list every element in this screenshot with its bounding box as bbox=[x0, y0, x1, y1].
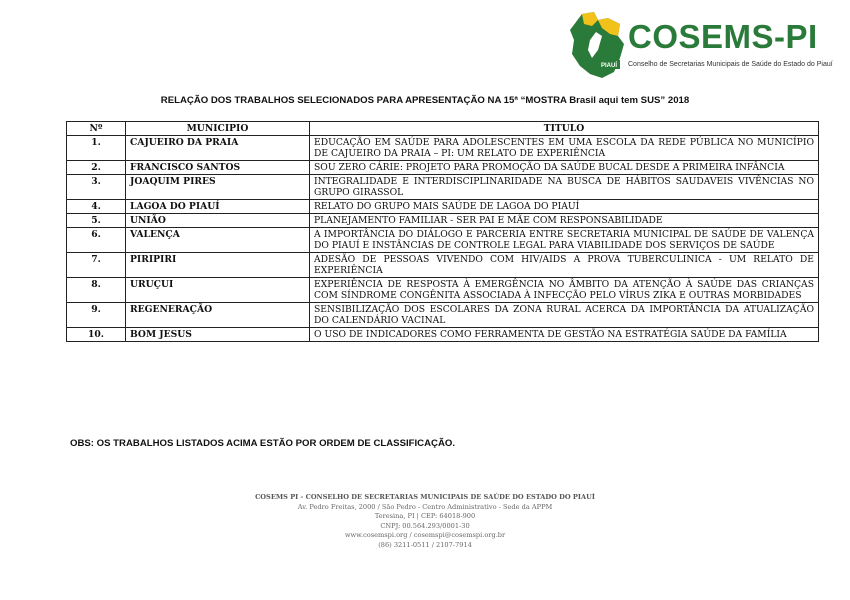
obs-note: OBS: OS TRABALHOS LISTADOS ACIMA ESTÃO POR ORDEM DE CLASSIFICAÇÃO. bbox=[70, 438, 455, 449]
footer-cnpj: CNPJ: 00.564.293/0001-30 bbox=[380, 521, 470, 530]
logo-subtitle: Conselho de Secretarias Municipais de Saúde do Estado do Piauí bbox=[628, 61, 833, 68]
row-num: 3. bbox=[67, 175, 126, 200]
footer-web: www.cosemspi.org / cosemspi@cosemspi.org.br bbox=[344, 531, 506, 540]
logo-text: COSEMS-PI bbox=[628, 18, 818, 55]
header-municipio: MUNICIPIO bbox=[126, 122, 310, 136]
row-municipio: UNIÃO bbox=[126, 214, 310, 228]
row-municipio: BOM JESUS bbox=[126, 328, 310, 342]
row-titulo: A IMPORTÂNCIA DO DIÁLOGO E PARCERIA ENTRE SECRETARIA MUNICIPAL DE SAÚDE DE VALENÇA DO PIAUÍ E INSTÂNCIAS DE CONTROLE LEGAL PARA VIABILIDADE DOS SERVIÇOS DE SAÚDE bbox=[310, 228, 819, 253]
footer-title: COSEMS PI - CONSELHO DE SECRETARIAS MUNICIPAIS DE SAÚDE DO ESTADO DO PIAUÍ bbox=[255, 493, 595, 501]
row-num: 6. bbox=[67, 228, 126, 253]
row-municipio: VALENÇA bbox=[126, 228, 310, 253]
row-titulo: PLANEJAMENTO FAMILIAR - SER PAI E MÃE COM RESPONSABILIDADE bbox=[310, 214, 819, 228]
table-row bbox=[67, 253, 819, 278]
row-num: 7. bbox=[67, 253, 126, 278]
table-row bbox=[67, 136, 819, 161]
row-num: 1. bbox=[67, 136, 126, 161]
selected-works-table bbox=[66, 121, 819, 342]
table-row bbox=[67, 214, 819, 228]
row-num: 10. bbox=[67, 328, 126, 342]
table-row bbox=[67, 200, 819, 214]
row-titulo: EDUCAÇÃO EM SAÚDE PARA ADOLESCENTES EM UMA ESCOLA DA REDE PÚBLICA NO MUNICÍPIO DE CAJUEIRO DA PRAIA – PI: UM RELATO DE EXPERIÊNCIA bbox=[310, 136, 819, 161]
piaui-map-icon bbox=[568, 10, 626, 80]
row-num: 2. bbox=[67, 161, 126, 175]
row-titulo: ADESÃO DE PESSOAS VIVENDO COM HIV/AIDS A PROVA TUBERCULINICA - UM RELATO DE EXPERIÊNCIA bbox=[310, 253, 819, 278]
row-num: 4. bbox=[67, 200, 126, 214]
row-municipio: FRANCISCO SANTOS bbox=[126, 161, 310, 175]
row-titulo: INTEGRALIDADE E INTERDISCIPLINARIDADE NA BUSCA DE HÁBITOS SAUDAVEIS VIVÊNCIAS NO GRUPO GIRASSOL bbox=[310, 175, 819, 200]
footer-phone: (86) 3211-0511 / 2107-7914 bbox=[378, 540, 472, 549]
row-titulo: SENSIBILIZAÇÃO DOS ESCOLARES DA ZONA RURAL ACERCA DA IMPORTÂNCIA DA ATUALIZAÇÃO DO CALENDÁRIO VACINAL bbox=[310, 303, 819, 328]
table-row bbox=[67, 303, 819, 328]
row-municipio: JOAQUIM PIRES bbox=[126, 175, 310, 200]
cosems-logo bbox=[568, 10, 833, 80]
table-row bbox=[67, 228, 819, 253]
row-num: 5. bbox=[67, 214, 126, 228]
row-num: 8. bbox=[67, 278, 126, 303]
table-row bbox=[67, 278, 819, 303]
row-municipio: CAJUEIRO DA PRAIA bbox=[126, 136, 310, 161]
row-titulo: SOU ZERO CÁRIE: PROJETO PARA PROMOÇÃO DA SAÚDE BUCAL DESDE A PRIMEIRA INFÂNCIA bbox=[310, 161, 819, 175]
logo-badge: PIAUÍ bbox=[600, 63, 618, 69]
header-titulo: TITULO bbox=[310, 122, 819, 136]
row-titulo: EXPERIÊNCIA DE RESPOSTA À EMERGÊNCIA NO ÂMBITO DA ATENÇÃO À SAÚDE DAS CRIANÇAS COM SÍNDROME CONGÊNITA ASSOCIADA À INFECÇÃO PELO VÍRUS ZIKA E OUTRAS MORBIDADES bbox=[310, 278, 819, 303]
table-row bbox=[67, 175, 819, 200]
table-row bbox=[67, 161, 819, 175]
row-municipio: REGENERAÇÃO bbox=[126, 303, 310, 328]
table-row bbox=[67, 328, 819, 342]
footer-address: Av. Pedro Freitas, 2000 / São Pedro - Centro Administrativo - Sede da APPM bbox=[297, 502, 553, 511]
row-municipio: PIRIPIRI bbox=[126, 253, 310, 278]
footer-city: Teresina, PI | CEP: 64018-900 bbox=[374, 512, 476, 521]
header-num: Nº bbox=[67, 122, 126, 136]
table-header-row bbox=[67, 122, 819, 136]
row-num: 9. bbox=[67, 303, 126, 328]
row-titulo: RELATO DO GRUPO MAIS SAÚDE DE LAGOA DO PIAUÍ bbox=[310, 200, 819, 214]
row-municipio: URUÇUI bbox=[126, 278, 310, 303]
row-titulo: O USO DE INDICADORES COMO FERRAMENTA DE GESTÃO NA ESTRATÉGIA SAÚDE DA FAMÍLIA bbox=[310, 328, 819, 342]
document-title: RELAÇÃO DOS TRABALHOS SELECIONADOS PARA APRESENTAÇÃO NA 15ª “MOSTRA Brasil aqui tem SUS” 2018 bbox=[160, 95, 690, 106]
row-municipio: LAGOA DO PIAUÍ bbox=[126, 200, 310, 214]
footer bbox=[0, 493, 850, 551]
